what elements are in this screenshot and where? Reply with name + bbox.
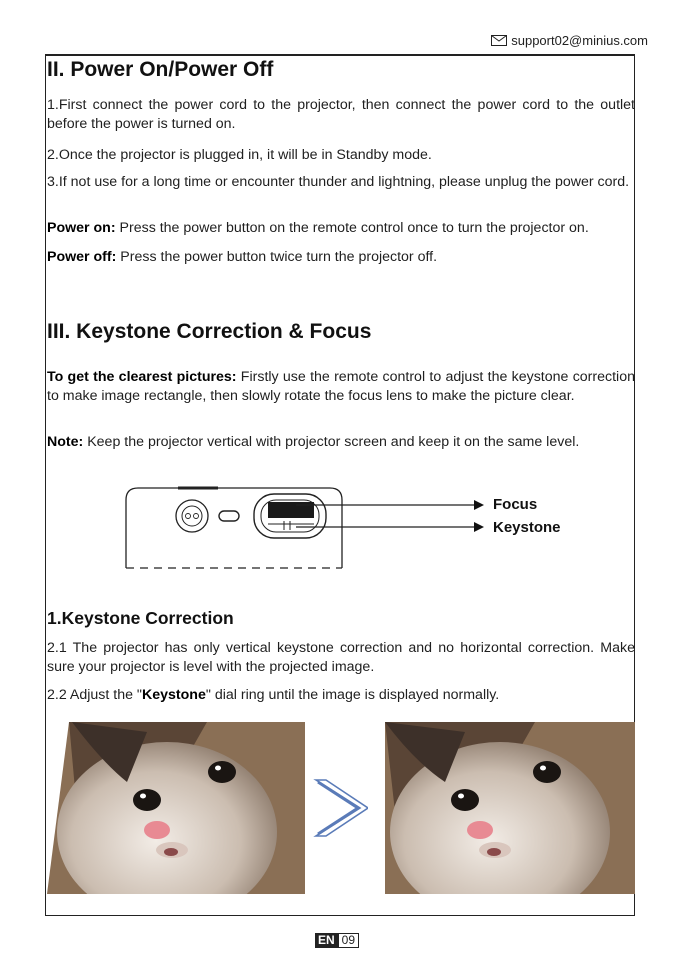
header-email <box>491 33 648 48</box>
footer-lang: EN <box>315 933 338 948</box>
section-title-keystone: III. Keystone Correction & Focus <box>47 320 372 343</box>
envelope-icon <box>491 35 507 46</box>
footer-page-number: 09 <box>338 933 359 948</box>
power-on-label: Power on: <box>47 220 116 236</box>
power-step-1: 1.First connect the power cord to the projector, then connect the power cord to the outlet before the power is turned on. <box>47 97 635 132</box>
power-off-label: Power off: <box>47 249 117 265</box>
keystone-item-2-2 <box>47 686 635 705</box>
clearest-pictures-instruction <box>47 368 635 406</box>
clearest-label: To get the clearest pictures: <box>47 369 237 385</box>
cat-photo-keystoned <box>47 722 305 894</box>
power-step-2: 2.Once the projector is plugged in, it will be in Standby mode. <box>47 147 432 163</box>
power-on-text: Press the power button on the remote control once to turn the projector on. <box>115 220 589 236</box>
section-title-power: II. Power On/Power Off <box>47 58 274 81</box>
projector-diagram <box>118 480 578 575</box>
cat-photo-corrected <box>385 722 635 894</box>
note-text: Keep the projector vertical with projector screen and keep it on the same level. <box>83 434 580 450</box>
power-step-3: 3.If not use for a long time or encounter thunder and lightning, please unplug the power cord. <box>47 174 630 190</box>
item-2-2-after: " dial ring until the image is displayed normally. <box>205 687 500 703</box>
keystone-item-2-1: 2.1 The projector has only vertical keystone correction and no horizontal correction. Make sure your projector is level with the projected image. <box>47 640 635 675</box>
support-email[interactable]: support02@minius.com <box>511 33 648 48</box>
subsection-title-keystone: 1.Keystone Correction <box>47 608 234 628</box>
note-instruction <box>47 433 635 452</box>
power-on-instruction <box>47 219 635 238</box>
chevron-right-icon <box>312 778 368 838</box>
focus-label: Focus <box>493 496 538 513</box>
power-off-text: Press the power button twice turn the projector off. <box>116 249 438 265</box>
power-off-instruction <box>47 248 635 267</box>
note-label: Note: <box>47 434 84 450</box>
clearest-text: Firstly use the remote control to adjust the keystone correction to make image rectangle, then slowly rotate the focus lens to make the picture clear. <box>47 369 635 404</box>
page-footer <box>315 933 359 948</box>
item-2-2-before: 2.2 Adjust the " <box>47 687 142 703</box>
item-2-2-keystone: Keystone <box>141 687 206 703</box>
keystone-label: Keystone <box>493 519 561 536</box>
